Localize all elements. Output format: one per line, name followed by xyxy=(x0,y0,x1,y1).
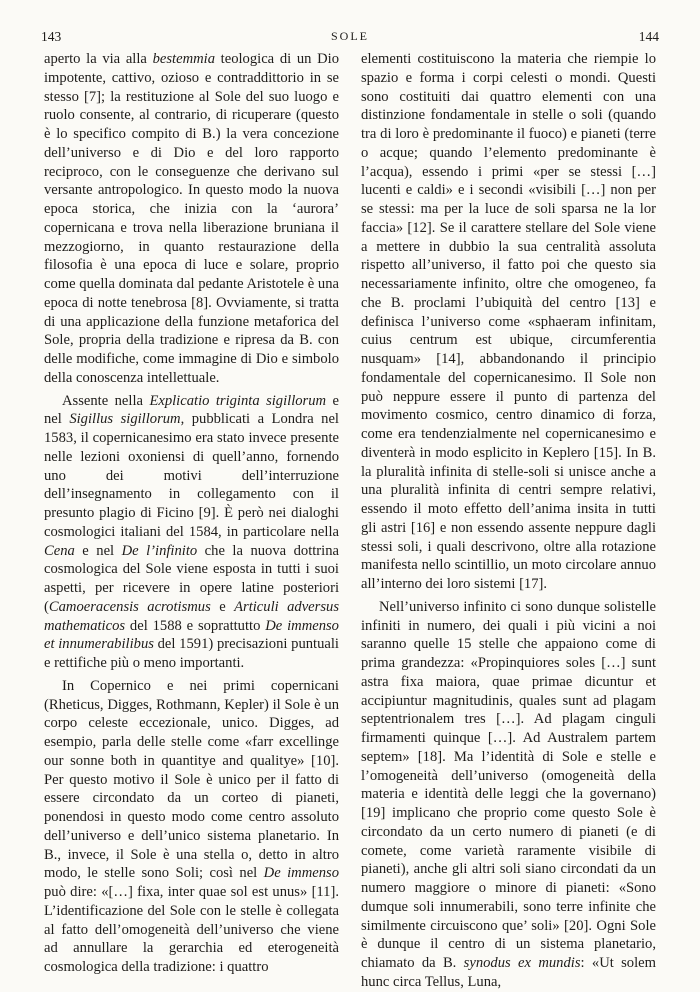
paragraph xyxy=(44,677,339,977)
text-run: , pubblicati a Londra nel 1583, il copernicanesimo era stato invece presente nelle lezioni oxoniensi di quell’anno, fornendo uno dei motivi dell’interruzione dell’insegnamento in collegamento con il presunto plagio di Ficino [9]. È però nei dialoghi cosmologici italiani del 1584, in particolare nella xyxy=(44,411,339,540)
text-run: : «Ut solem hunc circa Tellus, Luna, xyxy=(361,955,656,990)
text-run: e xyxy=(210,598,235,615)
text-run: e nel xyxy=(74,542,122,559)
text-run: elementi costituiscono la materia che riempie lo spazio e forma i corpi celesti o mondi. Questi sono costituiti dai quattro elementi con una distinzione fondamentale in stelle o soli (quando tra di loro è predominante il fuoco) e pianeti (terre o acque; quando l’elemento predominante è l’acqua), essendo i primi «per se stessi […] lucenti e caldi» e i secondi «visibili […] non per se stessi: ma per la luce de soli sparsa ne la lor faccia» [12]. Se il carattere stellare del Sole viene a mettere in dubbio la sua centralità assoluta rispetto all’universo, il fatto poi che questo sia necessariamente infinito, oltre che omogeneo, fa che B. proclami l’ubiquità del centro [13] e definisca l’universo come «sphaeram infinitam, cuius centrum est ubique, circumferentia nusquam» [14], abbandonando il principio fondamentale del copernicanesimo. Il Sole non può neppure essere il punto di partenza del movimento cosmico, centro dinamico di forza, come era tendenzialmente nel copernicanesimo e diventerà in modo esplicito in Keplero [15]. In B. la pluralità infinita di stelle-soli si unisce anche a una pluralità infinita di centri sempre relativi, essendo il moto effetto dell’anima insita in tutti gli astri [16] e non essendo assente neppure dagli stessi soli, i quali descrivono, oltre alla rotazione manifesta nello scintillio, un moto circolare annuo all’interno dei loro sistemi [17]. xyxy=(361,51,656,592)
left-column xyxy=(44,50,339,977)
text-run: In Copernico e nei primi copernicani (Rheticus, Digges, Rothmann, Kepler) il Sole è un corpo celeste eccezionale, unico. Digges, ad esempio, parla delle stelle come «farr excellinge our sonne both in quantitye and qualitye» [10]. Per questo motivo il Sole è unico per il fatto di essere circondato da un corteo di pianeti, ponendosi in questo modo come centro assoluto dell’universo e dell’unico sistema planetario. In B., invece, il Sole è una stella o, detto in altro modo, le stelle sono Soli; così nel xyxy=(44,677,339,882)
italic-title: Camoeracensis acrotismus xyxy=(48,598,211,615)
italic-title: Sigillus sigillorum xyxy=(69,411,181,428)
paragraph xyxy=(44,392,339,673)
text-run: può dire: «[…] fixa, inter quae sol est unus» [11]. L’identificazione del Sole con le stelle è collegata al fatto dell’omogeneità dell’universo che viene ad annullare la gerarchia ed eterogeneità cosmologica della tradizione: i quattro xyxy=(44,884,339,975)
text-run: che la nuova dottrina cosmologica del Sole viene esposta in tutti i suoi aspetti, per ricevere in opere latine posteriori ( xyxy=(44,542,339,615)
italic-title: bestemmia xyxy=(152,51,215,67)
running-title: SOLE xyxy=(331,29,369,43)
paragraph xyxy=(361,50,656,594)
text-run: Nell’universo infinito ci sono dunque solistelle infiniti in numero, dei quali i più vicini a noi saranno quelle 15 stelle che appaiono come di prima grandezza: «Propinquiores soles […] sunt astra fixa maiora, quae primae dicuntur et accipiuntur magnitudinis, quales sunt ad plagam septentrionalem tres […]. Ad plagam cinguli firmamenti quinque […]. Ad Australem partem septem» [18]. Ma l’identità di Sole e stelle e l’omogeneità dell’universo (omogeneità della materia e identità delle leggi che la governano) [19] implicano che proprio come questo Sole è circondato da un certo numero di pianeti (e di comete, come varietà raramente visibile di pianeti), anche gli altri soli siano circondati da un numero maggiore o minore di pianeti: «Sono dumque soli innumerabili, sono terre infinite che similmente circuiscono que’ soli» [20]. Ogni Sole è dunque il centro di un sistema planetario, chiamato da B. xyxy=(361,598,656,971)
page-header xyxy=(41,29,659,49)
italic-title: De immenso et innumerabilibus xyxy=(44,617,339,653)
text-run: del 1588 e soprattutto xyxy=(125,617,266,634)
italic-title: Explicatio triginta sigillorum xyxy=(149,392,327,409)
page-number-right: 144 xyxy=(638,29,659,44)
italic-title: Cena xyxy=(44,542,75,559)
italic-title: synodus ex mundis xyxy=(463,955,581,971)
italic-title: De l’infinito xyxy=(121,542,198,559)
text-run: teologica di un Dio impotente, cattivo, ozioso e contraddittorio in se stesso [7]; la restituzione al Sole del suo luogo e ruolo consente, al contrario, di ricuperare (questo è lo specifico compito di B.) la vera concezione dell’universo e di Dio e del loro rapporto reciproco, con le conseguenze che derivano sul versante antropologico. In questo modo la nuova epoca storica, che inizia con la ‘aurora’ copernicana e trova nella liberazione bruniana il mezzogiorno, in quanto restaurazione della filosofia è una epoca di luce e solare, proprio come quella dominata dal pedante Aristotele è una epoca di notte tenebrosa [8]. Ovviamente, si tratta di una applicazione della funzione metaforica del Sole, propria della tradizione e ripresa da B. con delle modifiche, come immagine di Dio e simbolo della conoscenza intellettuale. xyxy=(44,51,340,386)
text-run: aperto la via alla xyxy=(44,51,153,67)
page-number-left: 143 xyxy=(41,29,62,44)
italic-title: De immenso xyxy=(263,865,339,882)
right-column xyxy=(361,50,656,992)
text-run: del 1591) precisazioni puntuali e rettifiche più o meno importanti. xyxy=(44,636,339,671)
text-run: Assente nella xyxy=(62,392,150,409)
italic-title: Articuli adversus mathematicos xyxy=(44,598,339,634)
paragraph xyxy=(361,598,656,992)
paragraph xyxy=(44,50,339,388)
text-run: e nel xyxy=(44,392,339,428)
